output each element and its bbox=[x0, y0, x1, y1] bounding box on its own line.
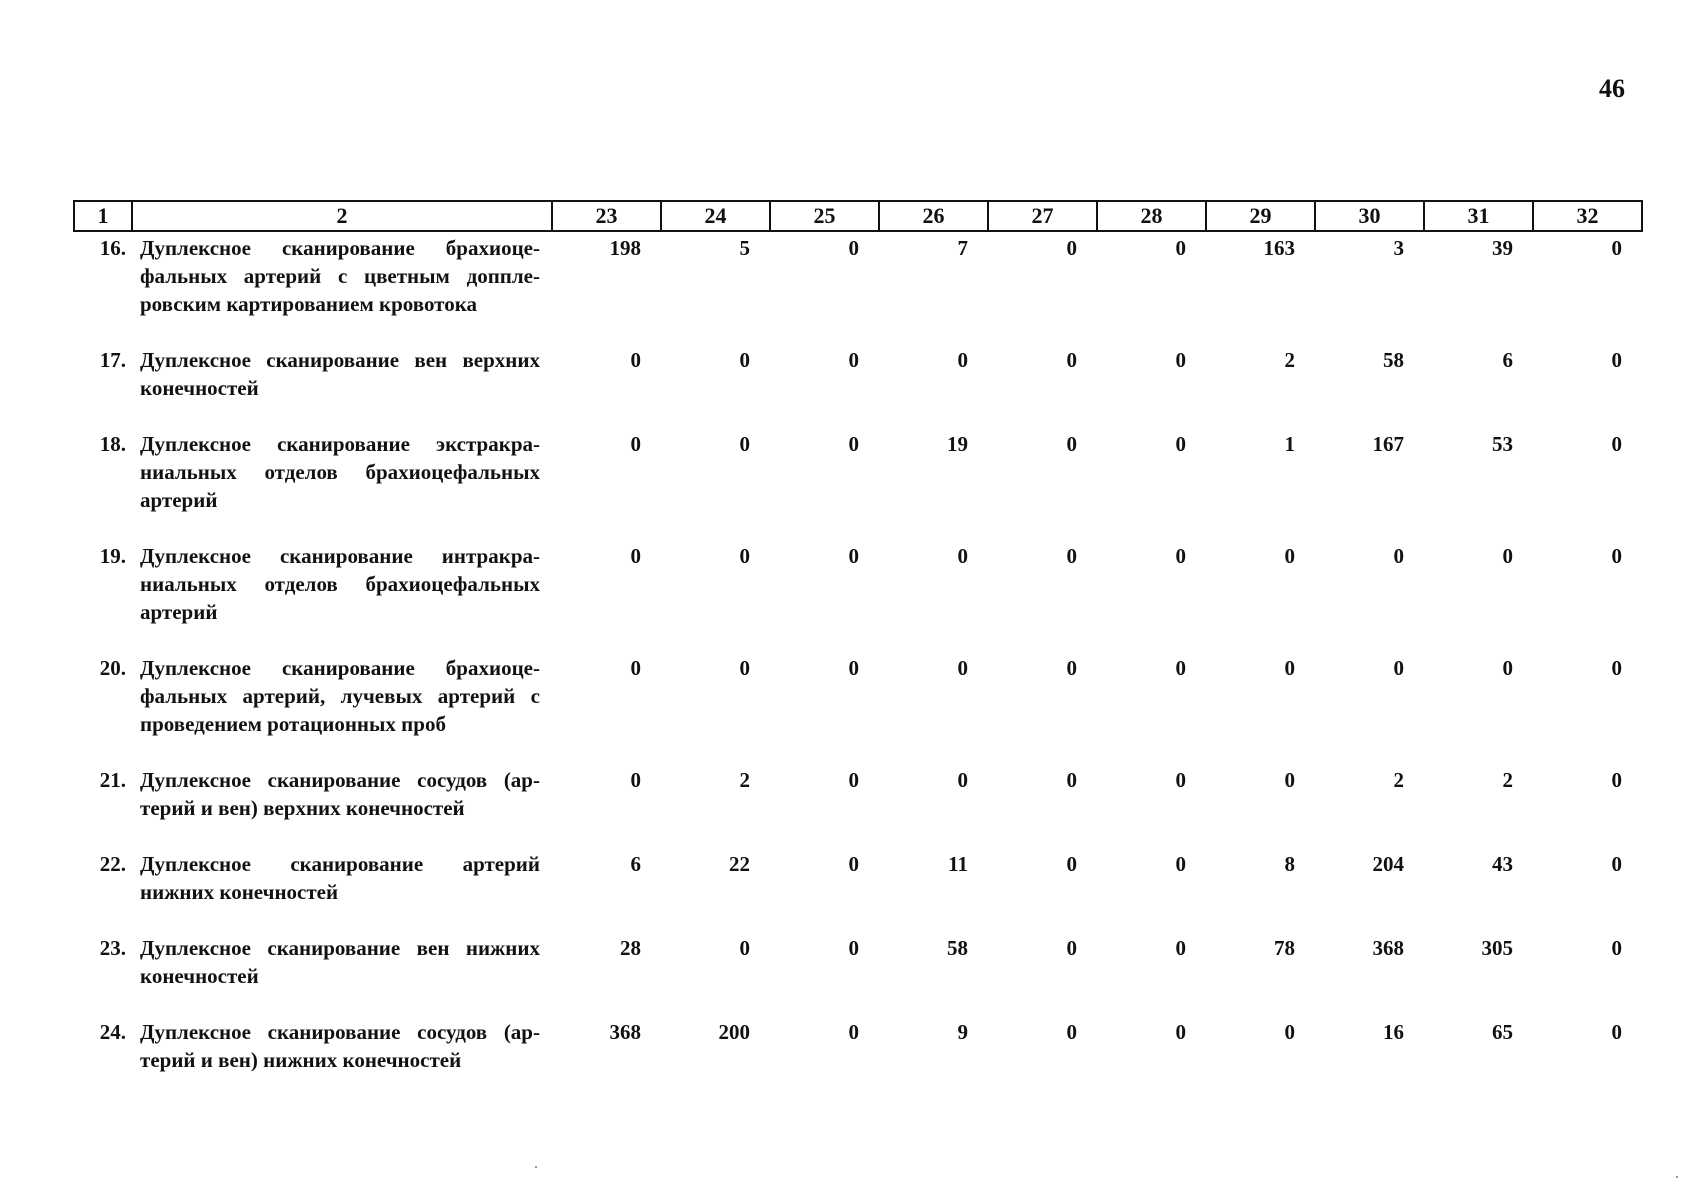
value-cell: 7 bbox=[957, 236, 968, 260]
value-cell: 0 bbox=[848, 1020, 859, 1044]
value-cell: 0 bbox=[848, 432, 859, 456]
value-cell: 0 bbox=[630, 544, 641, 568]
procedure-name: Дуплексное сканирование брахиоцефальных артерий с цветным допплеровским картированием кровотока bbox=[140, 236, 540, 316]
value-cell: 65 bbox=[1492, 1020, 1513, 1044]
row-number: 16. bbox=[99, 236, 126, 260]
value-cell: 0 bbox=[1393, 656, 1404, 680]
value-cell: 204 bbox=[1372, 852, 1404, 876]
procedure-name: Дуплексное сканирование вен нижних конечностей bbox=[140, 936, 540, 988]
value-cell: 3 bbox=[1393, 236, 1404, 260]
row-number: 24. bbox=[99, 1020, 126, 1044]
statistics-table-container bbox=[73, 200, 1643, 1102]
value-cell: 0 bbox=[957, 656, 968, 680]
value-cell: 0 bbox=[630, 432, 641, 456]
row-number: 17. bbox=[99, 348, 126, 372]
value-cell: 0 bbox=[630, 656, 641, 680]
procedure-name: Дуплексное сканирование экстракраниальных отделов брахиоцефальных артерий bbox=[140, 432, 540, 512]
value-cell: 0 bbox=[630, 348, 641, 372]
value-cell: 39 bbox=[1492, 236, 1513, 260]
value-cell: 0 bbox=[957, 544, 968, 568]
value-cell: 1 bbox=[1284, 432, 1295, 456]
value-cell: 0 bbox=[1611, 432, 1622, 456]
value-cell: 0 bbox=[848, 236, 859, 260]
value-cell: 0 bbox=[1611, 348, 1622, 372]
table-row bbox=[74, 430, 1642, 542]
row-number: 22. bbox=[99, 852, 126, 876]
header-cell: 23 bbox=[552, 201, 661, 231]
row-number: 21. bbox=[99, 768, 126, 792]
value-cell: 198 bbox=[609, 236, 641, 260]
value-cell: 0 bbox=[1175, 1020, 1186, 1044]
value-cell: 0 bbox=[1175, 768, 1186, 792]
header-cell: 27 bbox=[988, 201, 1097, 231]
value-cell: 8 bbox=[1284, 852, 1295, 876]
value-cell: 0 bbox=[1066, 432, 1077, 456]
value-cell: 0 bbox=[848, 348, 859, 372]
row-number: 18. bbox=[99, 432, 126, 456]
value-cell: 200 bbox=[718, 1020, 750, 1044]
value-cell: 163 bbox=[1263, 236, 1295, 260]
value-cell: 0 bbox=[957, 768, 968, 792]
value-cell: 0 bbox=[739, 432, 750, 456]
value-cell: 0 bbox=[1175, 544, 1186, 568]
statistics-table bbox=[73, 200, 1643, 1102]
scan-speck bbox=[1676, 1176, 1678, 1178]
value-cell: 2 bbox=[1284, 348, 1295, 372]
procedure-name: Дуплексное сканирование вен верхних конечностей bbox=[140, 348, 540, 400]
row-number: 19. bbox=[99, 544, 126, 568]
table-row bbox=[74, 542, 1642, 654]
row-number: 20. bbox=[99, 656, 126, 680]
value-cell: 0 bbox=[1284, 1020, 1295, 1044]
value-cell: 43 bbox=[1492, 852, 1513, 876]
header-cell: 29 bbox=[1206, 201, 1315, 231]
table-row bbox=[74, 766, 1642, 850]
value-cell: 58 bbox=[1383, 348, 1404, 372]
header-cell: 31 bbox=[1424, 201, 1533, 231]
row-number: 23. bbox=[99, 936, 126, 960]
value-cell: 0 bbox=[848, 656, 859, 680]
value-cell: 11 bbox=[948, 852, 968, 876]
value-cell: 0 bbox=[739, 656, 750, 680]
value-cell: 0 bbox=[957, 348, 968, 372]
value-cell: 0 bbox=[1502, 656, 1513, 680]
header-cell: 30 bbox=[1315, 201, 1424, 231]
value-cell: 0 bbox=[739, 348, 750, 372]
value-cell: 0 bbox=[1284, 768, 1295, 792]
value-cell: 16 bbox=[1383, 1020, 1404, 1044]
value-cell: 0 bbox=[1611, 768, 1622, 792]
header-cell: 26 bbox=[879, 201, 988, 231]
table-row bbox=[74, 346, 1642, 430]
table-header bbox=[74, 201, 1642, 231]
value-cell: 0 bbox=[1175, 936, 1186, 960]
value-cell: 0 bbox=[630, 768, 641, 792]
value-cell: 0 bbox=[848, 936, 859, 960]
value-cell: 2 bbox=[1393, 768, 1404, 792]
procedure-name: Дуплексное сканирование сосудов (артерий и вен) нижних конечностей bbox=[140, 1020, 540, 1072]
value-cell: 0 bbox=[1175, 348, 1186, 372]
value-cell: 0 bbox=[848, 544, 859, 568]
value-cell: 2 bbox=[739, 768, 750, 792]
table-row bbox=[74, 1018, 1642, 1102]
value-cell: 0 bbox=[848, 768, 859, 792]
value-cell: 368 bbox=[1372, 936, 1404, 960]
value-cell: 167 bbox=[1372, 432, 1404, 456]
value-cell: 0 bbox=[1175, 656, 1186, 680]
value-cell: 0 bbox=[1611, 656, 1622, 680]
header-cell: 24 bbox=[661, 201, 770, 231]
value-cell: 5 bbox=[739, 236, 750, 260]
value-cell: 0 bbox=[1175, 432, 1186, 456]
value-cell: 0 bbox=[1066, 236, 1077, 260]
value-cell: 0 bbox=[1284, 656, 1295, 680]
value-cell: 0 bbox=[1066, 656, 1077, 680]
header-cell: 25 bbox=[770, 201, 879, 231]
value-cell: 0 bbox=[848, 852, 859, 876]
scan-speck bbox=[535, 1166, 537, 1168]
value-cell: 0 bbox=[1175, 852, 1186, 876]
table-row bbox=[74, 934, 1642, 1018]
header-cell: 2 bbox=[132, 201, 552, 231]
value-cell: 368 bbox=[609, 1020, 641, 1044]
table-row bbox=[74, 654, 1642, 766]
value-cell: 0 bbox=[739, 936, 750, 960]
value-cell: 0 bbox=[739, 544, 750, 568]
value-cell: 305 bbox=[1481, 936, 1513, 960]
value-cell: 0 bbox=[1502, 544, 1513, 568]
procedure-name: Дуплексное сканирование артерий нижних конечностей bbox=[140, 852, 540, 904]
value-cell: 0 bbox=[1066, 544, 1077, 568]
value-cell: 0 bbox=[1066, 348, 1077, 372]
value-cell: 0 bbox=[1066, 768, 1077, 792]
header-cell: 28 bbox=[1097, 201, 1206, 231]
table-row bbox=[74, 850, 1642, 934]
value-cell: 9 bbox=[957, 1020, 968, 1044]
value-cell: 28 bbox=[620, 936, 641, 960]
header-cell: 1 bbox=[74, 201, 132, 231]
value-cell: 0 bbox=[1611, 936, 1622, 960]
value-cell: 6 bbox=[1502, 348, 1513, 372]
procedure-name: Дуплексное сканирование брахиоцефальных артерий, лучевых артерий с проведением ротационных проб bbox=[140, 656, 540, 736]
value-cell: 0 bbox=[1611, 236, 1622, 260]
value-cell: 22 bbox=[729, 852, 750, 876]
value-cell: 78 bbox=[1274, 936, 1295, 960]
header-row bbox=[74, 201, 1642, 231]
procedure-name: Дуплексное сканирование интракраниальных отделов брахиоцефальных артерий bbox=[140, 544, 540, 624]
header-cell: 32 bbox=[1533, 201, 1642, 231]
value-cell: 19 bbox=[947, 432, 968, 456]
table-row bbox=[74, 231, 1642, 346]
value-cell: 0 bbox=[1284, 544, 1295, 568]
value-cell: 2 bbox=[1502, 768, 1513, 792]
value-cell: 0 bbox=[1066, 852, 1077, 876]
page-number: 46 bbox=[1599, 74, 1625, 103]
procedure-name: Дуплексное сканирование сосудов (артерий и вен) верхних конечностей bbox=[140, 768, 540, 820]
value-cell: 0 bbox=[1066, 936, 1077, 960]
value-cell: 0 bbox=[1611, 852, 1622, 876]
value-cell: 0 bbox=[1066, 1020, 1077, 1044]
value-cell: 0 bbox=[1611, 1020, 1622, 1044]
value-cell: 0 bbox=[1175, 236, 1186, 260]
value-cell: 58 bbox=[947, 936, 968, 960]
value-cell: 0 bbox=[1393, 544, 1404, 568]
value-cell: 6 bbox=[630, 852, 641, 876]
value-cell: 0 bbox=[1611, 544, 1622, 568]
table-body bbox=[74, 231, 1642, 1102]
value-cell: 53 bbox=[1492, 432, 1513, 456]
